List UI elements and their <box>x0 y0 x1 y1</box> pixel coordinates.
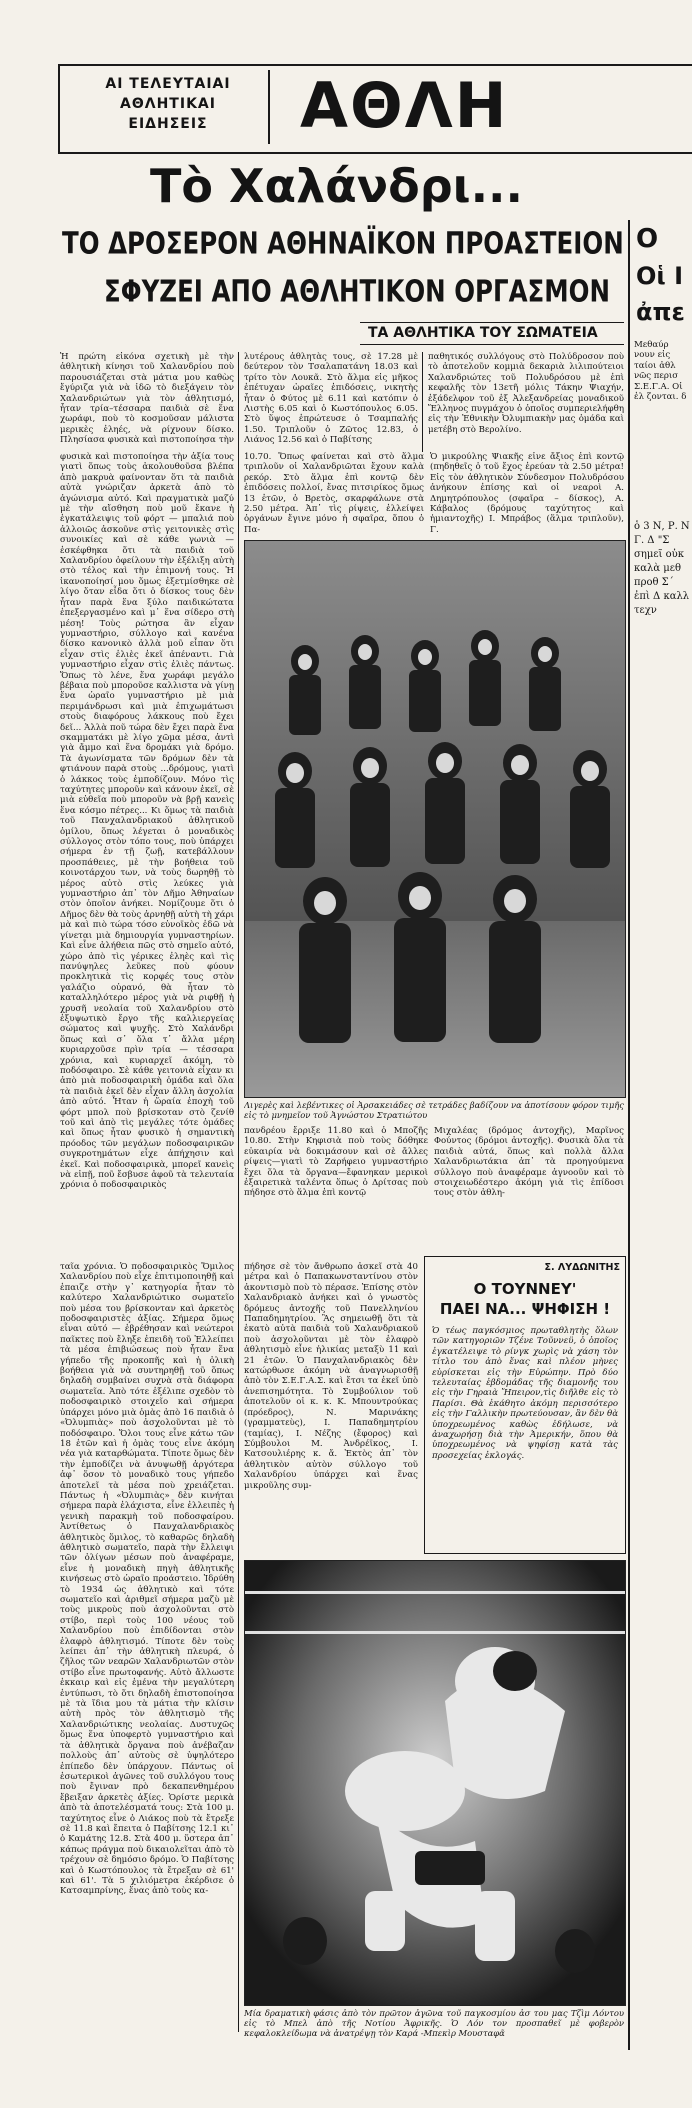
right-strip-line-3: ἀπε <box>636 298 685 326</box>
column-rule-1 <box>238 352 239 2032</box>
kicker-title: Τὸ Χαλάνδρι... <box>150 159 523 213</box>
tunney-byline: Σ. ΛΥΔΩΝΙΤΗΣ <box>544 1262 620 1273</box>
subhead-rule-bottom <box>360 344 624 345</box>
right-mid-lead-text: Ὁ μικρούλης Ψιακῆς εἶνε ἄξιος ἐπὶ κοντῷ (πηδηθεῖς ὁ τοῦ ἔχος ἐρεύαν τὰ 2.50 μέτρα! Εἰς τὸν ἀθλητικὸν Σύνδεσμον Πολυδρόσου ἀνήκουν ἐπίσης καὶ οἱ νεαροὶ Α. Δημητρόπουλος (σφαῖρα – δίσκος), Α. Κάβαλος (δρόμους ταχύτητος καὶ ἡμιαντοχῆς) Ι. Μπράβος (ἅλμα τριπλοῦν), Γ. <box>430 452 624 534</box>
parade-photo-caption: Λιγερὲς καὶ λεβέντικες οἱ Ἀρσακειάδες σὲ τετράδες βαδίζουν να ἀποτίσουν φόρον τιμῆς εἰς τὸ μνημεῖον τοῦ Ἀγνώστου Στρατιώτου <box>244 1100 624 1120</box>
tunney-title-2: ΠΑΕΙ ΝΑ... ΨΗΦΙΣΗ ! <box>439 1300 611 1318</box>
headline-2: ΣΦΥΖΕΙ ΑΠΟ ΑΘΛΗΤΙΚΟΝ ΟΡΓΑΣΜΟΝ <box>104 272 611 309</box>
center-mid-lead-text: 10.70. Ὅπως φαίνεται καὶ στὸ ἅλμα τριπλοῦν οἱ Χαλανδριῶται ἔχουν καλὰ ρεκόρ. Στὸ ἅλμα ἐπὶ κοντῷ δὲν ἐπιδόσεις πολλοί, ἔνας πιτσιρίκος ὅμως 13 ἐτῶν, ὁ Βρετὸς, σκαρφάλωνε στὰ 2.50 μέτρα. Ἀπ᾽ τὶς ρίψεις, ἐλλείψει ὀργάνων ἔγινε μόνο ἡ σφαῖρα, ὅπου ὁ Πα- <box>244 452 424 534</box>
subhead-rule <box>360 322 624 323</box>
right-strip-line-1: Ο <box>636 224 659 254</box>
right-strip-line-2: Οἱ Ι <box>636 262 684 290</box>
column-rule-2 <box>422 352 423 452</box>
center-after-text: πανδρέου ἔρριξε 11.80 καὶ ὁ Μποζῆς 10.80. Στὴν Κηφισιὰ ποὺ τοὺς δόθηκε εὐκαιρία νὰ δοκιμάσουν καὶ σὲ ἄλλες ρίψεις—γιατὶ τὸ Ζαρήφειο γυμναστήριο ἔχει ὅλα τὰ ὄργανα—ἔφανηκαν μερικοὶ ἐξαιρετικὰ ταλέντα ὅπως ὁ Δρίτσας ποὺ πήδησε στὸ ἅλμα ἐπὶ κοντῷ <box>244 1126 428 1199</box>
right-strip-lower-text: ὁ 3 Ν, Ρ. Ν Γ. Δ "Σ σημεῖ οὐκ καλὰ μεθ προθ Σ΄ ἐπὶ Δ καλλ τεχν <box>634 521 690 616</box>
subhead: ΤΑ ΑΘΛΗΤΙΚΑ ΤΟΥ ΣΩΜΑΤΕΙΑ <box>368 325 598 341</box>
right-strip-text: Μεθαύρ νουν εἰς ταίοι ἀθλ νῶς περισ Σ.Ε.Γ.Α. Οἱ ἐλ ζονται. δ <box>634 340 687 403</box>
headline-1: ΤΟ ΔΡΟΣΕΡΟΝ ΑΘΗΝΑΪΚΟΝ ΠΡΟΑΣΤΕΙΟΝ <box>62 224 624 261</box>
parade-photo-image <box>245 541 625 1097</box>
masthead-line-3: ΕΙΔΗΣΕΙΣ <box>128 116 208 132</box>
wrestling-photo <box>244 1560 626 2006</box>
masthead-line-1: ΑΙ ΤΕΛΕΥΤΑΙΑΙ <box>105 76 231 92</box>
right-strip-divider <box>628 220 630 2050</box>
right-top-text: παθητικός συλλόγους στὸ Πολύδροσον ποὺ τὸ ἀποτελοῦν κομμιὰ δεκαριὰ λιλιπούτειοι Χαλανδριώτες τοῦ Πολυδρόσου μὲ ἐπὶ κεφαλῆς τὸν 13ετῆ μόλις Τάκην Ψιαχήν, ἐξάδελφον τοῦ ἐξ Ἀλεξανδρείας μοναδικοῦ Ἕλληνος πυγμάχου ὁ ὁποῖος συμπεριελήφθη εἰς τὴν Ἐθνικὴν Ὀλυμπιακὴν μας ὁμάδα καὶ μετέβη στὸ Βερολίνο. <box>428 352 624 435</box>
masthead-line-2: ΑΘΛΗΤΙΚΑΙ <box>120 96 216 112</box>
masthead-left-box <box>68 70 270 144</box>
left-top-text: Ἡ πρώτη εἰκόνα σχετικὴ μὲ τὴν ἀθλητικὴ κίνησι τοῦ Χαλανδρίου ποὺ παρουσιάζεται στὰ μάτια μου καθὼς ἔγύριζα γιὰ νὰ ἰδῶ τὸ διεξάγειν τὸν Χαλανδριώτων γιὰ τὸν ἀθλητισμό, ἦταν τρία–τέσσαρα παιδιὰ σὲ ἕνα χωράφι, ποὺ τὸ κοσμοῦσαν μάλιστα μερικὲς ἐληές, νὰ ρίχνουν δίσκο. Πλησίασα φυσικὰ καὶ πιστοποίησα τὴν <box>60 352 234 446</box>
tunney-body: Ὁ τέως παγκόσμιος πρωταθλητὴς ὅλων τῶν κατηγοριῶν Τζένε Τοῦννεϋ, ὁ ὁποῖος ἐγκατέλειψε τὸ ρίνγκ χωρὶς νὰ χάση τὸν τίτλο του ἀπὸ ἕνας καὶ πλέον μὴνες εὑρίσκεται εἰς τὴν Εὐρώπην. Πρὸ δύο τελευταίας ἑβδομάδας τῆς διαμονῆς του εἰς τὴν Γηραιὰ Ἤπειρον,τὶς διῆλθε εἰς τὸ Παρίσι. Θὰ ἐκάθητο ἀκόμη περισσότερο εἰς τὴν Γαλλικὴν πρωτεύουσαν, ἂν δὲν θὰ ὑποχρεωμένος καθὼς ἐδήλωσε, νὰ ἀναχωρήσῃ διὰ τὴν Ἀμερικήν, ὅπου θὰ ὑποχρεωμένος νὰ ψηφίσῃ κατὰ τὰς προσεχείας ἐκλογάς. <box>432 1326 618 1461</box>
tunney-title-1: Ο ΤΟΥΝΝΕΥ' <box>473 1280 577 1298</box>
wrestling-photo-caption: Μία δραματικὴ φάσις ἀπὸ τὸν πρῶτον ἀγῶνα τοῦ παγκοσμίου ἀσ του μας Τζὶμ Λόντου εἰς τὸ Μπελ ἀπὸ τῆς Νοτίου Ἀφρικῆς. Ὁ Λόν τον προσπαθεῖ μὲ φοβερὸν κεφαλοκλείδωμα νὰ ἀνατρέψῃ τὸν Καρά -Μπεκὶρ Μουσταφᾶ <box>244 2008 624 2038</box>
right-after-text: Μιχαλέας (δρόμος ἀντοχῆς), Μαρῖνος Φούντος (δρόμοι ἀντοχῆς). Φυσικὰ ὅλα τὰ παιδιὰ αὐτά, ὅπως καὶ πολλὰ ἄλλα Χαλανδριωτάκια ἀπ᾽ τὰ προηγούμενα σύλλογο ποὺ ἀναφέραμε ἀγνοοῦν καὶ τὸ στοιχειωδέστερο ἀκόμη γιὰ τὶς ἐπίδοσι τους στὸν ἀθλη- <box>434 1126 624 1199</box>
center-top-text: λυτέρους ἀθλητὰς τους, σὲ 17.28 μὲ δεύτερον τὸν Τσαλαπατάνη 18.03 καὶ τρίτο τὸν Λουκᾶ. Στὸ ἅλμα εἰς μῆκος ἐπέτυχαν ὡραῖες ἐπιδόσεις, νικητὴς ἦταν ὁ Φύτος μὲ 6.11 καὶ κατόπιν ὁ Λιστὴς 6.05 καὶ ὁ Κωστόπουλος 6.05. Στὸ ὕψος ἐπρώτευσε ὁ Τσαμπαλής 1.50. Τριπλοῦν ὁ Ζῶτος 12.83, ὁ Λιάνος 12.56 καὶ ὁ Παβίτσης <box>244 352 418 446</box>
left-main-text: φυσικὰ καὶ πιστοποίησα τὴν ἀξία τους γιατὶ ὅπως τοὺς ἀκολουθοῦσα βλέπα ἀπὸ μακρυὰ φαίνονταν ὅτι τὰ παιδιὰ αὐτὰ γνώριζαν ἀρκετὰ ἀπὸ τὸ ἀγώνισμα αὐτό. Καὶ πραγματικὰ μαζύ μὲ τὴν αἴσθηση ποὺ μοῦ ἔκανε ἡ ἐγκατάλειψις τοῦ φόρτ — μπαλιά ποὺ ἀλλοιῶς ἀσκοῦνε στὶς γειτονικὲς στὶς συνοικίες καὶ σὲ κάθε γωνιὰ — ἐσκέφθηκα ὅτι τὰ παιδιὰ τοῦ Χαλανδρίου ὀφείλουν τὴν ἐξέλιξη αὐτὴ στὸ τέλος καὶ τὴν ἐπιμονή τους. Ἡ ἱκανοποίησί μου ὅμως ἐξετμίσθηκε σὲ λίγο ὅταν εἶδα ὅτι ὁ δίσκος τους δὲν ἦταν παρὰ ἕνα ξύλο παιδικώτατα ἐπεξεργασμένο καὶ μ᾽ ἕνα σίδερο στὴ μέση! Τοὺς ρώτησα ἂν εἶχαν γυμναστήριο, σύλλογο καὶ κανένα δίσκο κανονικὸ ἀλλὰ μοῦ εἶπαν ὅτι εἶχαν στὶς ἐλιὲς ἐκεῖ ἀπέναντι. Γιὰ γυμναστήριο εἶχαν στὶς ἐλιὲς πάντως. Ὅπως τὸ λένε, ἕνα χωράφι μεγάλο βέβαια ποὺ μποροῦσε καλλιστα νὰ γίνῃ ἕνα ὡραῖο γυμναστήριο μὲ μιὰ περιμάνδρωσι καὶ μιὰ ἐπιχωμάτωσι στοὺς διαφόρους λάκκους ποὺ ἔχει δεῖ... Ἀλλὰ ποῦ τώρα δὲν ἔχει παρὰ ἕνα σκαμματάκι μὲ λίγο χῶμα μέσα, ἀντὶ γιὰ ἄμμο καὶ ἕνα δρομάκι γιὰ δρόμο. Τὰ ἀγωνίσματα τῶν δρόμων δὲν τὰ φτιάνουν παρὰ στοὺς ...δρόμους, γιατὶ ὁ λάκκος τοὺς ἐμποδίζουν. Μόνο τὶς ταχύτητες μποροῦν καὶ κάνουν ἐκεῖ, σὲ μιὰ εὐθεῖα ποὺ μποροῦν νὰ βρῇ κανεὶς ἕνα κόσμο πέτρες... Κι ὅμως τὰ παιδιὰ τοῦ Πανχαλανδριακοῦ ἀθλητικοῦ ὁμίλου, ὅπως λέγεται ὁ μοναδικὸς σύλλογος στὸν τόπο τους, ποὺ ὑπάρχει σήμερα ἐν τῇ ζωῇ, κατεβάλλουν προσπάθειες, μὲ τὴν βοήθεια τοῦ κοινοτάρχου των, νὰ τοὺς δωρηθῇ τὸ μέρος αὐτὸ στὶς λεύκες γιὰ γυμναστήριο ἀπ᾽ τὸν Δῆμο Ἀθηναίων στὸν ὁποῖον ἀνήκει. Νομίζουμε ὅτι ὁ Δῆμος δὲν θὰ τοὺς ἀρνηθῇ αὐτὴ τὴ χάρι μὰ καὶ πιὸ τώρα τόσο εὐνοϊκὸς ἐδῶ νὰ γίνεται μιὰ δημιουργία γυμναστηρίων. Καὶ εἶνε ἀλήθεια πῶς στὸ σημεῖο αὐτό, χώρο ἀπὸ τὶς γέρικες ἐληὲς καὶ τὶς πανύψηλες λεῦκες ποὺ φύουν προκλητικὰ τὶς κορφές τους στὸν γαλάζιο οὐρανό, θὰ ἦταν τὸ καταλληλότερο μέρος γιὰ νὰ ριφθῇ ἡ χρυσῆ νεολαία τοῦ Χαλανδρίου στὸ ἐξυψωτικὸ ἔργο τῆς καλλιεργείας σώματος καὶ ψυχῆς. Στὸ Χαλάνδρι ὅπως καὶ σ᾽ ὅλα τ᾽ ἄλλα μέρη κυριαρχοῦσε πρὶν τρία — τέσσαρα χρόνια, καὶ κυριαρχεῖ ἀκόμη, τὸ ποδόσφαιρο. Σὲ κάθε γειτονιὰ εἶχαν κι ἀπὸ μιὰ ποδοσφαιρικὴ ὁμάδα καὶ ὅλα τὰ παιδιὰ ἐκεῖ δὲν εἶχαν ἄλλη ἀσχολία ἀπὸ αὐτό. Ἦταν ἡ ὥραία ἐποχὴ τοῦ φόρτ μπολ ποὺ βρίσκοταν στὸ ζενίθ τοῦ καὶ ἀπὸ τὶς μεγάλες τότε ὁμάδες καὶ ὅπως ἦταν φυσικὸ ἡ σημαντικὴ πρόοδος τῶν μεγάλων ποδοσφαιρικῶν συγκροτημάτων εἶχε ἀπήχησιν καὶ ἐκεῖ. Καὶ ποδοσφαιρικὰ, μπορεῖ κανεὶς νὰ εἰπῇ, ποῦ ἔσβυσε ἀφοῦ τὰ τελευταία χρόνια ὁ ποδοσφαιρικὸς <box>60 452 234 1191</box>
center-low-text: πήδησε σὲ τὸν ἄνθρωπο ἀσκεῖ στὰ 40 μέτρα καὶ ὁ Παπακωνσταντίνου στὸν ἀκοντισμὸ ποὺ τὸ πέρασε. Ἐπίσης στὸν Χαλανδριακὸ ἀνήκει καὶ ὁ γνωστὸς δρόμευς ἀντοχῆς τοῦ Πανελληνίου Παπαδημητρίου. Ἂς σημειωθῇ ὅτι τὰ ἑκατὸ αὐτὰ παιδιὰ τοῦ Χαλανδριακοῦ ποὺ ἀσχολοῦνται μὲ τὸν ἐλαφρὸ ἀθλητισμὸ εἶνε ἡλικίας μεταξὺ 11 καὶ 21 ἐτῶν. Ὁ Πανχαλανδριακὸς δὲν κατώρθωσε ἀκόμη νὰ ἀναγνωρισθῇ ἀπὸ τὸν Σ.Ε.Γ.Α.Σ. καὶ ἔτσι τα ἐκεῖ ὑπὸ ἀνεπισημότητα. Τὸ Συμβούλιον τοῦ ἀποτελοῦν οἱ κ. κ. Κ. Μπουντρούκας (πρόεδρος), Ν. Μαρινάκης (γραμματεὺς), Ι. Παπαδημητρίου (ταμίας), Ι. Νέζης (ἔφορος) καὶ Σύμβουλοι Μ. Ἀνδρέϊκος, Ι. Κατσουλιέρης κ. ἄ. Ἐκτὸς ἀπ᾽ τὸν ἀθλητικὸν αὐτὸν σύλλογο τοῦ Χαλανδρίου ὑπάρχει καὶ ἕνας μικροῦλης συμ- <box>244 1262 418 1491</box>
left-low-text: ταῖα χρόνια. Ὁ ποδοσφαιρικὸς Ὅμιλος Χαλανδρίου ποὺ εἶχε ἐπιτιμοποιηθῇ καὶ ἐπαιζε στὴν γ᾽ κατηγορία ἦταν τὸ καλύτερο Χαλανδριώτικο σωματεῖο ποὺ μέσα του βρίσκονταν καὶ ἀρκετὸς ποδοσφαιριστὲς ἀξίας. Σήμερα ὅμως εἶναι αὐτό — ἐβρέθησαν καὶ νεώτεροι παῖκτες ποὺ ἔληξε ἐπειδὴ τοῦ Ἐλλείπει τὰ μέσα ἐπιβιώσεως ποὺ ἦταν ἕνα γήπεδο τῆς προκοπῆς καὶ ἡ ὀλικὴ βοήθεια γιὰ νὰ συντηρηθῇ τοῦ ὅπως δηλαδὴ συμβαίνει συχνὰ στὰ διάφορα σωματεῖα. Ἀπὸ τότε ἐξέλιπε σχεδὸν τὸ ποδοσφαιρικὸ στοιχεῖο καὶ σήμερα ὑπάρχει μόνο μιὰ ὁμὰς ἀπὸ 16 παιδιὰ ὁ «Ὀλυμπιὰς» ποὺ ἀσχολοῦνται μὲ τὸ ποδόσφαιρο. Ὅλοι τους εἶνε κάτω τῶν 18 ἐτῶν καὶ ἡ ὁμὰς τους εἶνε ἀκόμη νέα γιὰ καταρθώματα. Τίποτε ὅμως δὲν τὴν ἐμποδίζει νὰ ἀνυψωθῇ ἀργότερα ἀφ᾽ ὅσον τὸ μοναδικὸ τους γήπεδο ἀποτελεῖ τὰ μέσα ποὺ χρειάζεται. Πάντως ἡ «Ὀλυμπιὰς» δὲν κινήται σήμερα παρὰ ἐλάχιστα, εἶνε ἐλλειπὲς ἡ γενικὴ παρακμὴ τοῦ ποδοσφαίρου. Ἀντίθετως ὁ Πανχαλανδριακὸς ἀθλητικὸς ὅμιλος, τὸ καθαρῶς δηλαδὴ ἀθλητικὸ σωματεῖο, παρὰ τὴν ἔλλειψι τῶν ὀλίγων μέσων ποὺ ἀναφέραμε, εἶνε ἡ μοναδικὴ πηγὴ ἀθλητικῆς κινήσεως στὸ ὡραῖο προάστειο. Ἱδρύθη τὸ 1934 ὡς ἀθλητικὸ καὶ τότε σωματεῖο καὶ ἀριθμεῖ σήμερα μαζὺ μὲ τοὺς μικροὺς ποὺ ἀσχολοῦνται στὸ στίβο, περὶ τοὺς 100 νέους τοῦ Χαλανδρίου ποὺ ἐπιδίδονται στὸν ἐλαφρὸ ἀθλητισμό. Τίποτε δὲν τοὺς λείπει ἀπ᾽ τὴν ἀθλητικὴ πλευρά, ὁ ζῆλος τῶν νεαρῶν Χαλανδριωτῶν στὸν στίβο εἶνε πρωτοφανής. Αὐτὸ ἄλλωστε ἐκκαιρ καὶ εἰς ἐμένα τὴν μεγαλύτερη ἐντύπωσι, τὸ ὅτι δηλαδὴ ἐπιστοποίησα μὲ τὰ ἴδια μου τὰ μάτια τὴν κλίσιν αὐτὴ πρὸς τὸν ἀθλητισμὸ τῆς Χαλανδριώτικης νεολαίας. Δυστυχῶς ὅμως ἕνα ὑποφερτὸ γυμναστήριο καὶ τὰ ἀθλητικὰ ὄργανα ποὺ ἀνέβαζαν πολλοὺς ἀπ᾽ αὐτοὺς σὲ ὑψηλότερο ἐπίπεδο δὲν ὑπάρχουν. Πάντως οἱ ἐσωτερικοὶ ἀγῶνες τοῦ συλλόγου τους ποὺ ἔγιναν πρὸ δεκαπενθημέρου ἔβειξαν ἀρκετὲς ἀξίες. Ὁρίστε μερικὰ ἀπὸ τὰ ἀποτελέσματά τους: Στὰ 100 μ. ταχύτητος εἶνε ὁ Λιάκος ποὺ τὰ ἔτρεξε σὲ 11.8 καὶ ἔπειτα ὁ Παβίτσης 12.1 κι᾽ ὁ Καμάτης 12.8. Στὰ 400 μ. ὕστερα ἀπ᾽ κάπως πράγμα ποὺ δικαιολεῖται ἀπὸ τὸ τρέχουν σὲ δημόσιο δρόμο. Ὁ Παβίτσης καὶ ὁ Κωστόπουλος τὰ ἔτρεξαν σὲ 61' καὶ 61'. Τὰ 5 χιλιόμετρα ἐκέρδισε ὁ Κατσαμπρίνης, ἕνας ἀπὸ τοὺς κα- <box>60 1262 234 1897</box>
parade-photo <box>244 540 626 1098</box>
wrestling-photo-image <box>245 1561 625 2005</box>
masthead-big-word: ΑΘΛΗ <box>300 69 509 142</box>
